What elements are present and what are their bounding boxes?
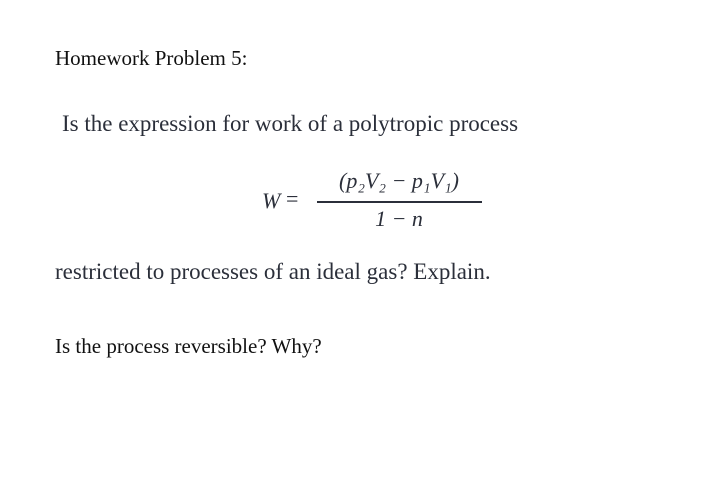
question-continuation: restricted to processes of an ideal gas? Explain. bbox=[55, 259, 491, 284]
question-text: Is the expression for work of a polytropic process bbox=[62, 111, 519, 136]
problem-title: Homework Problem 5: bbox=[55, 46, 248, 70]
fraction-numerator: (p₂V₂ − p₁V₁) bbox=[339, 168, 459, 193]
followup-question: Is the process reversible? Why? bbox=[55, 334, 322, 358]
equals-sign: = bbox=[286, 186, 299, 211]
fraction-bar bbox=[317, 201, 482, 203]
equation-lhs: W bbox=[262, 188, 281, 213]
work-equation bbox=[262, 168, 492, 238]
fraction-denominator: 1 − n bbox=[375, 206, 423, 231]
